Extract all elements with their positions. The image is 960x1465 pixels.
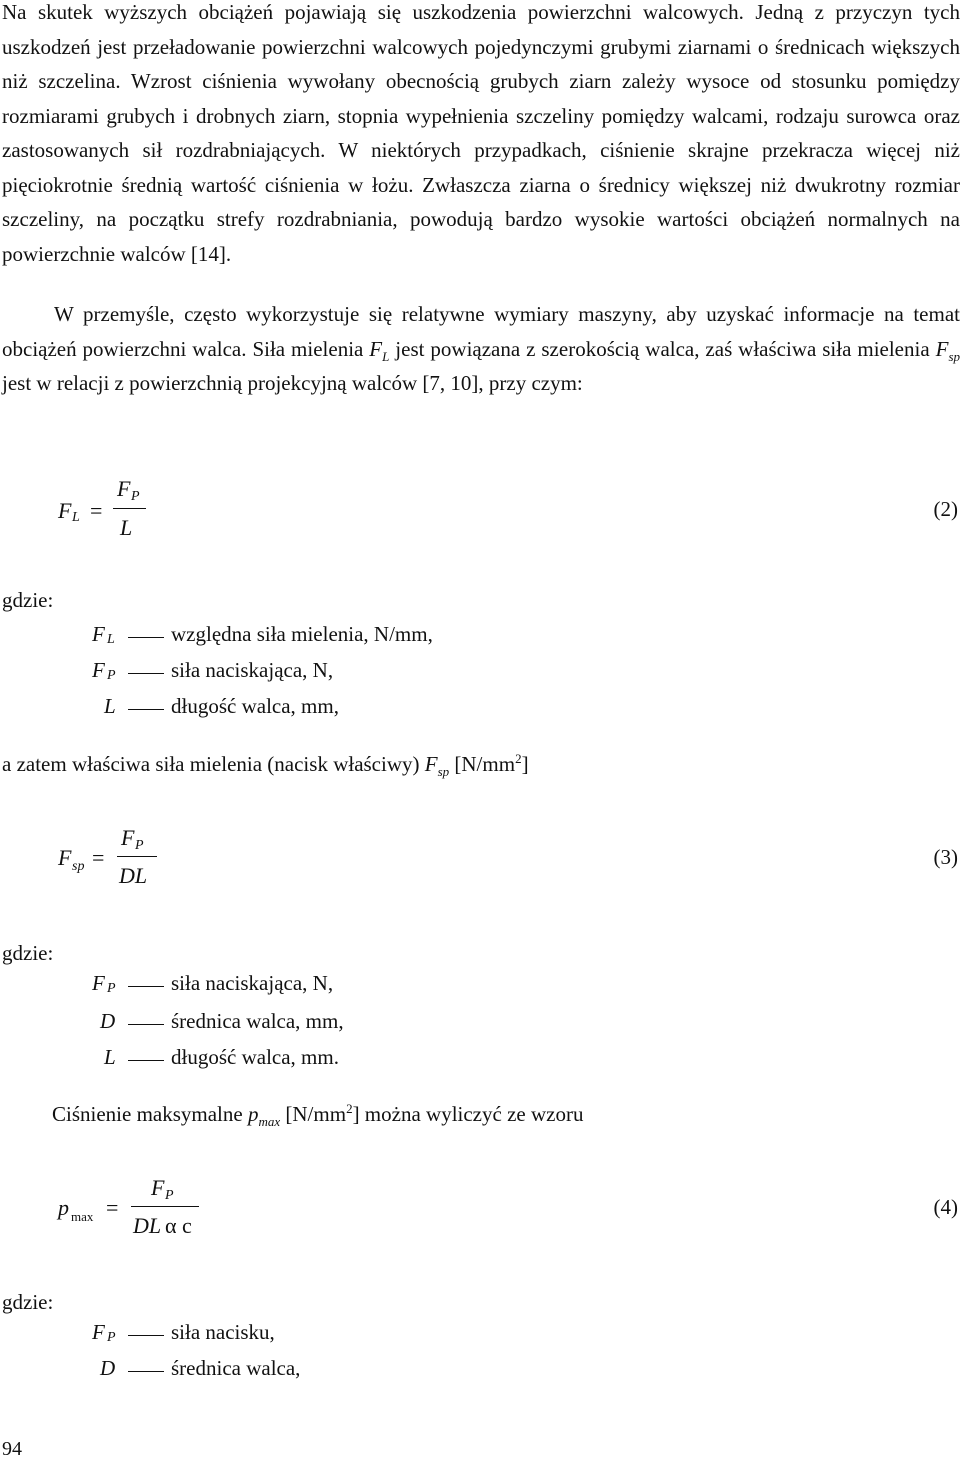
equation-number: (4) <box>933 1195 958 1219</box>
symbol-f: F <box>151 1175 165 1200</box>
subscript-p: P <box>107 1330 116 1345</box>
symbol-d: D <box>100 1356 116 1380</box>
em-dash <box>128 1335 164 1336</box>
em-dash <box>128 1060 164 1061</box>
paragraph-text: W przemyśle, często wykorzystuje się relatywne wymiary maszyny, aby uzyskać informacje na temat obciążeń powierzchni walca. Siła mielenia <box>2 302 960 361</box>
em-dash <box>128 1024 164 1025</box>
paragraph-specific-force <box>2 747 960 782</box>
symbol-l: L <box>104 694 116 718</box>
symbol-f: F <box>369 336 383 361</box>
legend-description: średnica walca, mm, <box>171 1009 344 1033</box>
em-dash <box>128 673 164 674</box>
legend-description: średnica walca, <box>171 1356 301 1380</box>
em-dash <box>128 637 164 638</box>
symbol-f: F <box>58 845 72 870</box>
paragraph-text: ] można wyliczyć ze wzoru <box>352 1102 584 1126</box>
legend-description: długość walca, mm. <box>171 1045 339 1069</box>
equals-sign: = <box>90 498 103 523</box>
where-label: gdzie: <box>2 941 54 965</box>
legend-description: siła naciskająca, N, <box>171 658 334 682</box>
symbol-f: F <box>935 336 949 361</box>
equation-2 <box>0 470 960 550</box>
subscript-max: max <box>258 1114 281 1130</box>
symbol-f: F <box>117 476 131 501</box>
where-label: gdzie: <box>2 1290 54 1314</box>
fraction-line <box>131 1206 199 1207</box>
equation-number: (3) <box>933 845 958 869</box>
symbol-f: F <box>92 1320 105 1344</box>
fraction-line <box>113 508 146 509</box>
subscript-p: P <box>135 838 144 853</box>
legend-description: względna siła mielenia, N/mm, <box>171 622 433 646</box>
symbol-d: D <box>100 1009 116 1033</box>
symbol-l: L <box>120 515 133 540</box>
symbol-l: L <box>104 1045 116 1069</box>
paragraph-text: [N/mm <box>449 752 516 776</box>
legend-description: siła naciskająca, N, <box>171 971 334 995</box>
subscript-l: L <box>72 510 80 525</box>
where-label: gdzie: <box>2 588 54 612</box>
subscript-sp: sp <box>72 859 85 874</box>
equation-number: (2) <box>933 497 958 521</box>
symbol-f: F <box>92 658 105 682</box>
subscript-l: L <box>382 348 390 364</box>
symbol-f: F <box>121 825 135 850</box>
em-dash <box>128 1371 164 1372</box>
symbol-f: F <box>92 622 105 646</box>
equation-3 <box>0 825 960 905</box>
subscript-l: L <box>107 632 115 647</box>
paragraph-text: Ciśnienie maksymalne <box>52 1102 248 1126</box>
superscript-2: 2 <box>346 1101 353 1116</box>
paragraph-text: jest powiązana z szerokością walca, zaś właściwa siła mielenia <box>389 336 936 361</box>
symbol-p: p <box>58 1195 69 1220</box>
symbol-alpha-c: α c <box>165 1213 192 1238</box>
equals-sign: = <box>92 845 105 870</box>
subscript-sp: sp <box>437 764 450 780</box>
paragraph-max-pressure <box>52 1097 952 1132</box>
symbol-f: F <box>424 752 438 776</box>
symbol-p: p <box>247 1102 259 1126</box>
legend-description: siła nacisku, <box>171 1320 275 1344</box>
page-number: 94 <box>2 1438 22 1460</box>
subscript-max: max <box>71 1209 94 1224</box>
paragraph-text: ] <box>521 752 529 776</box>
symbol-dl: DL <box>133 1213 162 1238</box>
equals-sign: = <box>106 1195 119 1220</box>
subscript-sp: sp <box>948 348 960 364</box>
em-dash <box>128 709 164 710</box>
legend-description: długość walca, mm, <box>171 694 339 718</box>
fraction-line <box>117 856 157 857</box>
paragraph-grinding-force <box>2 297 960 401</box>
paragraph-intro: Na skutek wyższych obciążeń pojawiają się uszkodzenia powierzchni walcowych. Jedną z przyczyn tych uszkodzeń jest przeładowanie powierzchni walcowych pojedynczymi grubymi ziarnami o średnicach większych niż szczelina. Wzrost ciśnienia wywołany obecnością grubych ziarn zależy wysoce od stosunku pomiędzy rozmiarami grubych i drobnych ziarn, stopnia wypełnienia szczeliny pomiędzy walcami, rodzaju surowca oraz zastosowanych sił rozdrabniających. W niektórych przypadkach, ciśnienie skrajne przekracza więcej niż pięciokrotnie średnią wartość ciśnienia w łożu. Zwłaszcza ziarna o średnicy większej niż dwukrotny rozmiar szczeliny, na początku strefy rozdrabniania, powodują bardzo wysokie wartości obciążeń normalnych na powierzchnie walców [14]. <box>2 0 960 266</box>
paragraph-text: [N/mm <box>280 1102 347 1126</box>
paragraph-text: jest w relacji z powierzchnią projekcyjną walców [7, 10], przy czym: <box>2 371 583 395</box>
symbol-f: F <box>92 971 105 995</box>
superscript-2: 2 <box>515 751 522 766</box>
subscript-p: P <box>107 981 116 996</box>
subscript-p: P <box>165 1188 174 1203</box>
symbol-dl: DL <box>119 863 148 888</box>
paragraph-text: a zatem właściwa siła mielenia (nacisk właściwy) <box>2 752 425 776</box>
symbol-f: F <box>58 498 72 523</box>
subscript-p: P <box>107 668 116 683</box>
em-dash <box>128 986 164 987</box>
equation-4 <box>0 1175 960 1255</box>
subscript-p: P <box>131 489 140 504</box>
